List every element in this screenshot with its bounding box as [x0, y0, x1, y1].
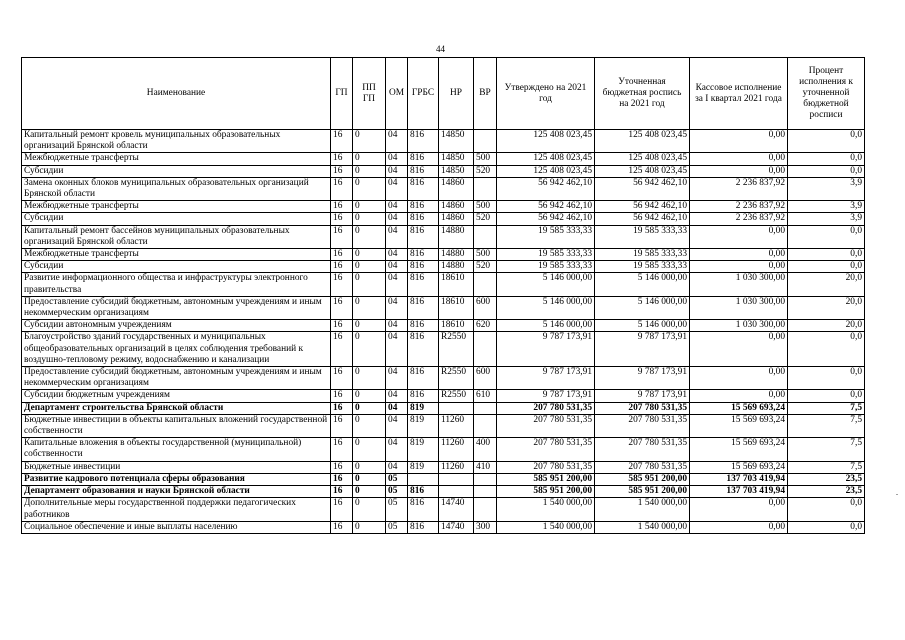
cell-np: R2550 — [439, 390, 474, 402]
cell-ppgp: 0 — [353, 461, 386, 473]
cell-vr: 600 — [474, 296, 497, 319]
header-vr: ВР — [474, 58, 497, 130]
cell-refined: 9 787 173,91 — [595, 390, 690, 402]
cell-om: 04 — [386, 367, 408, 390]
cell-percent: 3,9 — [788, 213, 865, 225]
table-row — [22, 261, 865, 273]
cell-name: Капитальный ремонт бассейнов муниципальных образовательных организаций Брянской области — [22, 225, 331, 248]
cell-percent: 0,0 — [788, 261, 865, 273]
cell-om: 04 — [386, 225, 408, 248]
header-om: ОМ — [386, 58, 408, 130]
cell-name: Благоустройство зданий государственных и муниципальных общеобразовательных организаций в целях соблюдения требований к воздушно-тепловому режиму, водоснабжению и канализации — [22, 332, 331, 367]
header-refined: Уточненная бюджетная роспись на 2021 год — [595, 58, 690, 130]
header-cash: Кассовое исполнение за I квартал 2021 года — [690, 58, 788, 130]
cell-gp: 16 — [331, 201, 353, 213]
table-row — [22, 225, 865, 248]
cell-name: Развитие кадрового потенциала сферы образования — [22, 473, 331, 485]
cell-refined: 9 787 173,91 — [595, 367, 690, 390]
cell-grbs: 816 — [408, 165, 439, 177]
cell-refined: 585 951 200,00 — [595, 473, 690, 485]
table-row — [22, 521, 865, 533]
cell-np: 14880 — [439, 261, 474, 273]
cell-gp: 16 — [331, 332, 353, 367]
cell-approved: 5 146 000,00 — [497, 296, 595, 319]
cell-percent: 0,0 — [788, 521, 865, 533]
cell-name: Дополнительные меры государственной поддержки педагогических работников — [22, 498, 331, 521]
cell-cash: 2 236 837,92 — [690, 201, 788, 213]
cell-cash: 2 236 837,92 — [690, 177, 788, 200]
cell-vr: 400 — [474, 438, 497, 461]
cell-ppgp: 0 — [353, 130, 386, 153]
cell-om: 04 — [386, 261, 408, 273]
cell-refined: 207 780 531,35 — [595, 461, 690, 473]
cell-vr: 500 — [474, 201, 497, 213]
cell-vr — [474, 473, 497, 485]
edge-mark: . — [896, 488, 898, 497]
cell-cash: 0,00 — [690, 332, 788, 367]
cell-refined: 19 585 333,33 — [595, 249, 690, 261]
cell-ppgp: 0 — [353, 225, 386, 248]
cell-gp: 16 — [331, 153, 353, 165]
table-row — [22, 473, 865, 485]
cell-name: Департамент строительства Брянской области — [22, 402, 331, 414]
cell-grbs: 816 — [408, 177, 439, 200]
cell-name: Субсидии автономным учреждениям — [22, 320, 331, 332]
cell-name: Предоставление субсидий бюджетным, автономным учреждениям и иным некоммерческим организациям — [22, 367, 331, 390]
cell-percent: 0,0 — [788, 165, 865, 177]
cell-vr: 600 — [474, 367, 497, 390]
table-row — [22, 296, 865, 319]
cell-vr — [474, 130, 497, 153]
table-row — [22, 273, 865, 296]
table-row — [22, 177, 865, 200]
cell-om: 05 — [386, 498, 408, 521]
cell-cash: 1 030 300,00 — [690, 320, 788, 332]
cell-approved: 1 540 000,00 — [497, 498, 595, 521]
cell-percent: 0,0 — [788, 225, 865, 248]
cell-cash: 0,00 — [690, 261, 788, 273]
cell-np: 14740 — [439, 498, 474, 521]
cell-vr: 500 — [474, 249, 497, 261]
cell-gp: 16 — [331, 249, 353, 261]
table-row — [22, 486, 865, 498]
cell-grbs: 816 — [408, 498, 439, 521]
cell-np: 14850 — [439, 165, 474, 177]
cell-gp: 16 — [331, 486, 353, 498]
cell-vr: 520 — [474, 213, 497, 225]
cell-np: 14880 — [439, 225, 474, 248]
cell-np: R2550 — [439, 332, 474, 367]
cell-om: 04 — [386, 213, 408, 225]
cell-cash: 0,00 — [690, 165, 788, 177]
cell-cash: 15 569 693,24 — [690, 402, 788, 414]
cell-approved: 56 942 462,10 — [497, 201, 595, 213]
cell-percent: 7,5 — [788, 402, 865, 414]
header-gp: ГП — [331, 58, 353, 130]
table-row — [22, 130, 865, 153]
cell-cash: 0,00 — [690, 498, 788, 521]
cell-om: 04 — [386, 332, 408, 367]
cell-vr: 520 — [474, 261, 497, 273]
cell-vr — [474, 414, 497, 437]
cell-approved: 585 951 200,00 — [497, 486, 595, 498]
cell-om: 04 — [386, 438, 408, 461]
cell-vr — [474, 402, 497, 414]
cell-grbs: 816 — [408, 273, 439, 296]
cell-ppgp: 0 — [353, 486, 386, 498]
page-number: 44 — [436, 44, 445, 54]
cell-grbs: 816 — [408, 261, 439, 273]
cell-refined: 207 780 531,35 — [595, 438, 690, 461]
cell-gp: 16 — [331, 225, 353, 248]
cell-om: 05 — [386, 486, 408, 498]
cell-percent: 3,9 — [788, 177, 865, 200]
cell-cash: 0,00 — [690, 390, 788, 402]
cell-cash: 2 236 837,92 — [690, 213, 788, 225]
cell-percent: 0,0 — [788, 130, 865, 153]
cell-percent: 20,0 — [788, 296, 865, 319]
cell-grbs: 819 — [408, 402, 439, 414]
cell-np — [439, 486, 474, 498]
cell-ppgp: 0 — [353, 414, 386, 437]
cell-name: Капитальные вложения в объекты государственной (муниципальной) собственности — [22, 438, 331, 461]
cell-om: 04 — [386, 390, 408, 402]
cell-grbs: 816 — [408, 153, 439, 165]
header-percent: Процент исполнения к уточненной бюджетной росписи — [788, 58, 865, 130]
cell-approved: 9 787 173,91 — [497, 332, 595, 367]
cell-ppgp: 0 — [353, 521, 386, 533]
cell-name: Предоставление субсидий бюджетным, автономным учреждениям и иным некоммерческим организациям — [22, 296, 331, 319]
cell-om: 04 — [386, 130, 408, 153]
cell-name: Замена оконных блоков муниципальных образовательных организаций Брянской области — [22, 177, 331, 200]
cell-gp: 16 — [331, 213, 353, 225]
cell-gp: 16 — [331, 414, 353, 437]
cell-approved: 5 146 000,00 — [497, 320, 595, 332]
cell-ppgp: 0 — [353, 177, 386, 200]
cell-grbs: 819 — [408, 438, 439, 461]
cell-om: 04 — [386, 296, 408, 319]
cell-refined: 56 942 462,10 — [595, 213, 690, 225]
cell-gp: 16 — [331, 498, 353, 521]
cell-approved: 19 585 333,33 — [497, 261, 595, 273]
cell-vr: 500 — [474, 153, 497, 165]
cell-approved: 207 780 531,35 — [497, 461, 595, 473]
cell-om: 05 — [386, 473, 408, 485]
cell-percent: 0,0 — [788, 153, 865, 165]
cell-refined: 207 780 531,35 — [595, 402, 690, 414]
cell-ppgp: 0 — [353, 332, 386, 367]
cell-refined: 19 585 333,33 — [595, 261, 690, 273]
cell-name: Развитие информационного общества и инфраструктуры электронного правительства — [22, 273, 331, 296]
cell-refined: 207 780 531,35 — [595, 414, 690, 437]
cell-gp: 16 — [331, 165, 353, 177]
cell-refined: 5 146 000,00 — [595, 296, 690, 319]
header-approved: Утверждено на 2021 год — [497, 58, 595, 130]
cell-vr: 620 — [474, 320, 497, 332]
table-row — [22, 249, 865, 261]
table-row — [22, 390, 865, 402]
cell-ppgp: 0 — [353, 249, 386, 261]
cell-ppgp: 0 — [353, 213, 386, 225]
cell-grbs: 816 — [408, 486, 439, 498]
cell-cash: 15 569 693,24 — [690, 438, 788, 461]
cell-approved: 9 787 173,91 — [497, 367, 595, 390]
cell-vr: 300 — [474, 521, 497, 533]
cell-percent: 23,5 — [788, 486, 865, 498]
cell-name: Капитальный ремонт кровель муниципальных образовательных организаций Брянской области — [22, 130, 331, 153]
cell-grbs: 816 — [408, 201, 439, 213]
cell-percent: 0,0 — [788, 249, 865, 261]
cell-np: 11260 — [439, 438, 474, 461]
header-grbs: ГРБС — [408, 58, 439, 130]
cell-om: 04 — [386, 153, 408, 165]
cell-approved: 56 942 462,10 — [497, 213, 595, 225]
table-row — [22, 438, 865, 461]
cell-approved: 56 942 462,10 — [497, 177, 595, 200]
cell-om: 04 — [386, 165, 408, 177]
cell-np: 18610 — [439, 296, 474, 319]
cell-ppgp: 0 — [353, 320, 386, 332]
cell-ppgp: 0 — [353, 296, 386, 319]
cell-gp: 16 — [331, 177, 353, 200]
cell-refined: 125 408 023,45 — [595, 165, 690, 177]
cell-ppgp: 0 — [353, 165, 386, 177]
cell-grbs: 816 — [408, 332, 439, 367]
cell-ppgp: 0 — [353, 390, 386, 402]
cell-name: Субсидии — [22, 213, 331, 225]
cell-gp: 16 — [331, 402, 353, 414]
cell-om: 04 — [386, 177, 408, 200]
cell-cash: 0,00 — [690, 521, 788, 533]
cell-cash: 0,00 — [690, 249, 788, 261]
cell-vr: 520 — [474, 165, 497, 177]
cell-om: 04 — [386, 402, 408, 414]
cell-grbs: 816 — [408, 320, 439, 332]
cell-om: 05 — [386, 521, 408, 533]
cell-refined: 9 787 173,91 — [595, 332, 690, 367]
cell-ppgp: 0 — [353, 498, 386, 521]
header-name: Наименование — [22, 58, 331, 130]
cell-approved: 125 408 023,45 — [497, 130, 595, 153]
cell-om: 04 — [386, 461, 408, 473]
cell-np: 11260 — [439, 461, 474, 473]
cell-ppgp: 0 — [353, 367, 386, 390]
table-row — [22, 332, 865, 367]
cell-percent: 20,0 — [788, 320, 865, 332]
cell-refined: 5 146 000,00 — [595, 320, 690, 332]
cell-ppgp: 0 — [353, 273, 386, 296]
cell-name: Субсидии бюджетным учреждениям — [22, 390, 331, 402]
cell-gp: 16 — [331, 521, 353, 533]
cell-percent: 0,0 — [788, 390, 865, 402]
cell-om: 04 — [386, 414, 408, 437]
cell-grbs: 819 — [408, 461, 439, 473]
cell-grbs: 816 — [408, 225, 439, 248]
cell-ppgp: 0 — [353, 153, 386, 165]
cell-np — [439, 402, 474, 414]
cell-percent: 3,9 — [788, 201, 865, 213]
cell-om: 04 — [386, 249, 408, 261]
cell-refined: 56 942 462,10 — [595, 201, 690, 213]
cell-name: Социальное обеспечение и иные выплаты населению — [22, 521, 331, 533]
cell-cash: 0,00 — [690, 153, 788, 165]
cell-grbs: 819 — [408, 414, 439, 437]
cell-grbs: 816 — [408, 249, 439, 261]
cell-ppgp: 0 — [353, 473, 386, 485]
cell-gp: 16 — [331, 320, 353, 332]
cell-name: Бюджетные инвестиции в объекты капитальных вложений государственной собственности — [22, 414, 331, 437]
cell-refined: 5 146 000,00 — [595, 273, 690, 296]
cell-refined: 125 408 023,45 — [595, 153, 690, 165]
budget-table — [21, 57, 865, 534]
cell-cash: 1 030 300,00 — [690, 296, 788, 319]
cell-percent: 7,5 — [788, 438, 865, 461]
cell-np: 14860 — [439, 177, 474, 200]
table-row — [22, 498, 865, 521]
cell-percent: 0,0 — [788, 332, 865, 367]
cell-cash: 1 030 300,00 — [690, 273, 788, 296]
cell-name: Субсидии — [22, 261, 331, 273]
table-row — [22, 213, 865, 225]
cell-gp: 16 — [331, 461, 353, 473]
cell-np: 14740 — [439, 521, 474, 533]
cell-np: 14880 — [439, 249, 474, 261]
cell-cash: 15 569 693,24 — [690, 414, 788, 437]
cell-grbs: 816 — [408, 296, 439, 319]
cell-np: 14860 — [439, 201, 474, 213]
cell-approved: 1 540 000,00 — [497, 521, 595, 533]
cell-cash: 15 569 693,24 — [690, 461, 788, 473]
cell-percent: 0,0 — [788, 498, 865, 521]
cell-gp: 16 — [331, 473, 353, 485]
cell-percent: 23,5 — [788, 473, 865, 485]
table-row — [22, 165, 865, 177]
cell-gp: 16 — [331, 273, 353, 296]
cell-name: Субсидии — [22, 165, 331, 177]
table-row — [22, 153, 865, 165]
cell-approved: 19 585 333,33 — [497, 225, 595, 248]
table-row — [22, 320, 865, 332]
cell-gp: 16 — [331, 390, 353, 402]
cell-ppgp: 0 — [353, 261, 386, 273]
cell-ppgp: 0 — [353, 201, 386, 213]
cell-vr — [474, 332, 497, 367]
cell-approved: 5 146 000,00 — [497, 273, 595, 296]
table-row — [22, 402, 865, 414]
table-row — [22, 414, 865, 437]
cell-vr — [474, 177, 497, 200]
cell-np: 11260 — [439, 414, 474, 437]
cell-approved: 207 780 531,35 — [497, 438, 595, 461]
cell-gp: 16 — [331, 130, 353, 153]
cell-refined: 125 408 023,45 — [595, 130, 690, 153]
cell-name: Межбюджетные трансферты — [22, 153, 331, 165]
cell-np: 14860 — [439, 213, 474, 225]
cell-om: 04 — [386, 320, 408, 332]
cell-name: Департамент образования и науки Брянской области — [22, 486, 331, 498]
table-row — [22, 201, 865, 213]
cell-name: Бюджетные инвестиции — [22, 461, 331, 473]
cell-approved: 19 585 333,33 — [497, 249, 595, 261]
cell-cash: 0,00 — [690, 367, 788, 390]
cell-approved: 207 780 531,35 — [497, 414, 595, 437]
cell-om: 04 — [386, 201, 408, 213]
cell-vr: 610 — [474, 390, 497, 402]
cell-percent: 7,5 — [788, 414, 865, 437]
cell-vr — [474, 486, 497, 498]
cell-approved: 585 951 200,00 — [497, 473, 595, 485]
table-header-row — [22, 58, 865, 130]
cell-grbs: 816 — [408, 390, 439, 402]
cell-np: 14850 — [439, 153, 474, 165]
cell-grbs: 816 — [408, 213, 439, 225]
cell-approved: 207 780 531,35 — [497, 402, 595, 414]
cell-percent: 7,5 — [788, 461, 865, 473]
cell-gp: 16 — [331, 438, 353, 461]
cell-vr — [474, 225, 497, 248]
cell-cash: 137 703 419,94 — [690, 486, 788, 498]
cell-np — [439, 473, 474, 485]
cell-grbs — [408, 473, 439, 485]
cell-gp: 16 — [331, 261, 353, 273]
header-np: НР — [439, 58, 474, 130]
cell-vr: 410 — [474, 461, 497, 473]
cell-grbs: 816 — [408, 367, 439, 390]
cell-cash: 0,00 — [690, 225, 788, 248]
cell-approved: 125 408 023,45 — [497, 165, 595, 177]
table-row — [22, 461, 865, 473]
table-body — [22, 130, 865, 534]
cell-refined: 19 585 333,33 — [595, 225, 690, 248]
cell-approved: 9 787 173,91 — [497, 390, 595, 402]
cell-np: R2550 — [439, 367, 474, 390]
header-ppgp: ПП ГП — [353, 58, 386, 130]
cell-gp: 16 — [331, 367, 353, 390]
cell-np: 18610 — [439, 320, 474, 332]
cell-ppgp: 0 — [353, 438, 386, 461]
cell-refined: 56 942 462,10 — [595, 177, 690, 200]
cell-name: Межбюджетные трансферты — [22, 249, 331, 261]
cell-vr — [474, 273, 497, 296]
cell-grbs: 816 — [408, 521, 439, 533]
cell-refined: 585 951 200,00 — [595, 486, 690, 498]
cell-np: 14850 — [439, 130, 474, 153]
cell-grbs: 816 — [408, 130, 439, 153]
cell-refined: 1 540 000,00 — [595, 521, 690, 533]
cell-name: Межбюджетные трансферты — [22, 201, 331, 213]
cell-percent: 0,0 — [788, 367, 865, 390]
cell-percent: 20,0 — [788, 273, 865, 296]
table-row — [22, 367, 865, 390]
cell-cash: 0,00 — [690, 130, 788, 153]
cell-approved: 125 408 023,45 — [497, 153, 595, 165]
cell-cash: 137 703 419,94 — [690, 473, 788, 485]
cell-vr — [474, 498, 497, 521]
cell-gp: 16 — [331, 296, 353, 319]
cell-refined: 1 540 000,00 — [595, 498, 690, 521]
cell-np: 18610 — [439, 273, 474, 296]
cell-ppgp: 0 — [353, 402, 386, 414]
cell-om: 04 — [386, 273, 408, 296]
